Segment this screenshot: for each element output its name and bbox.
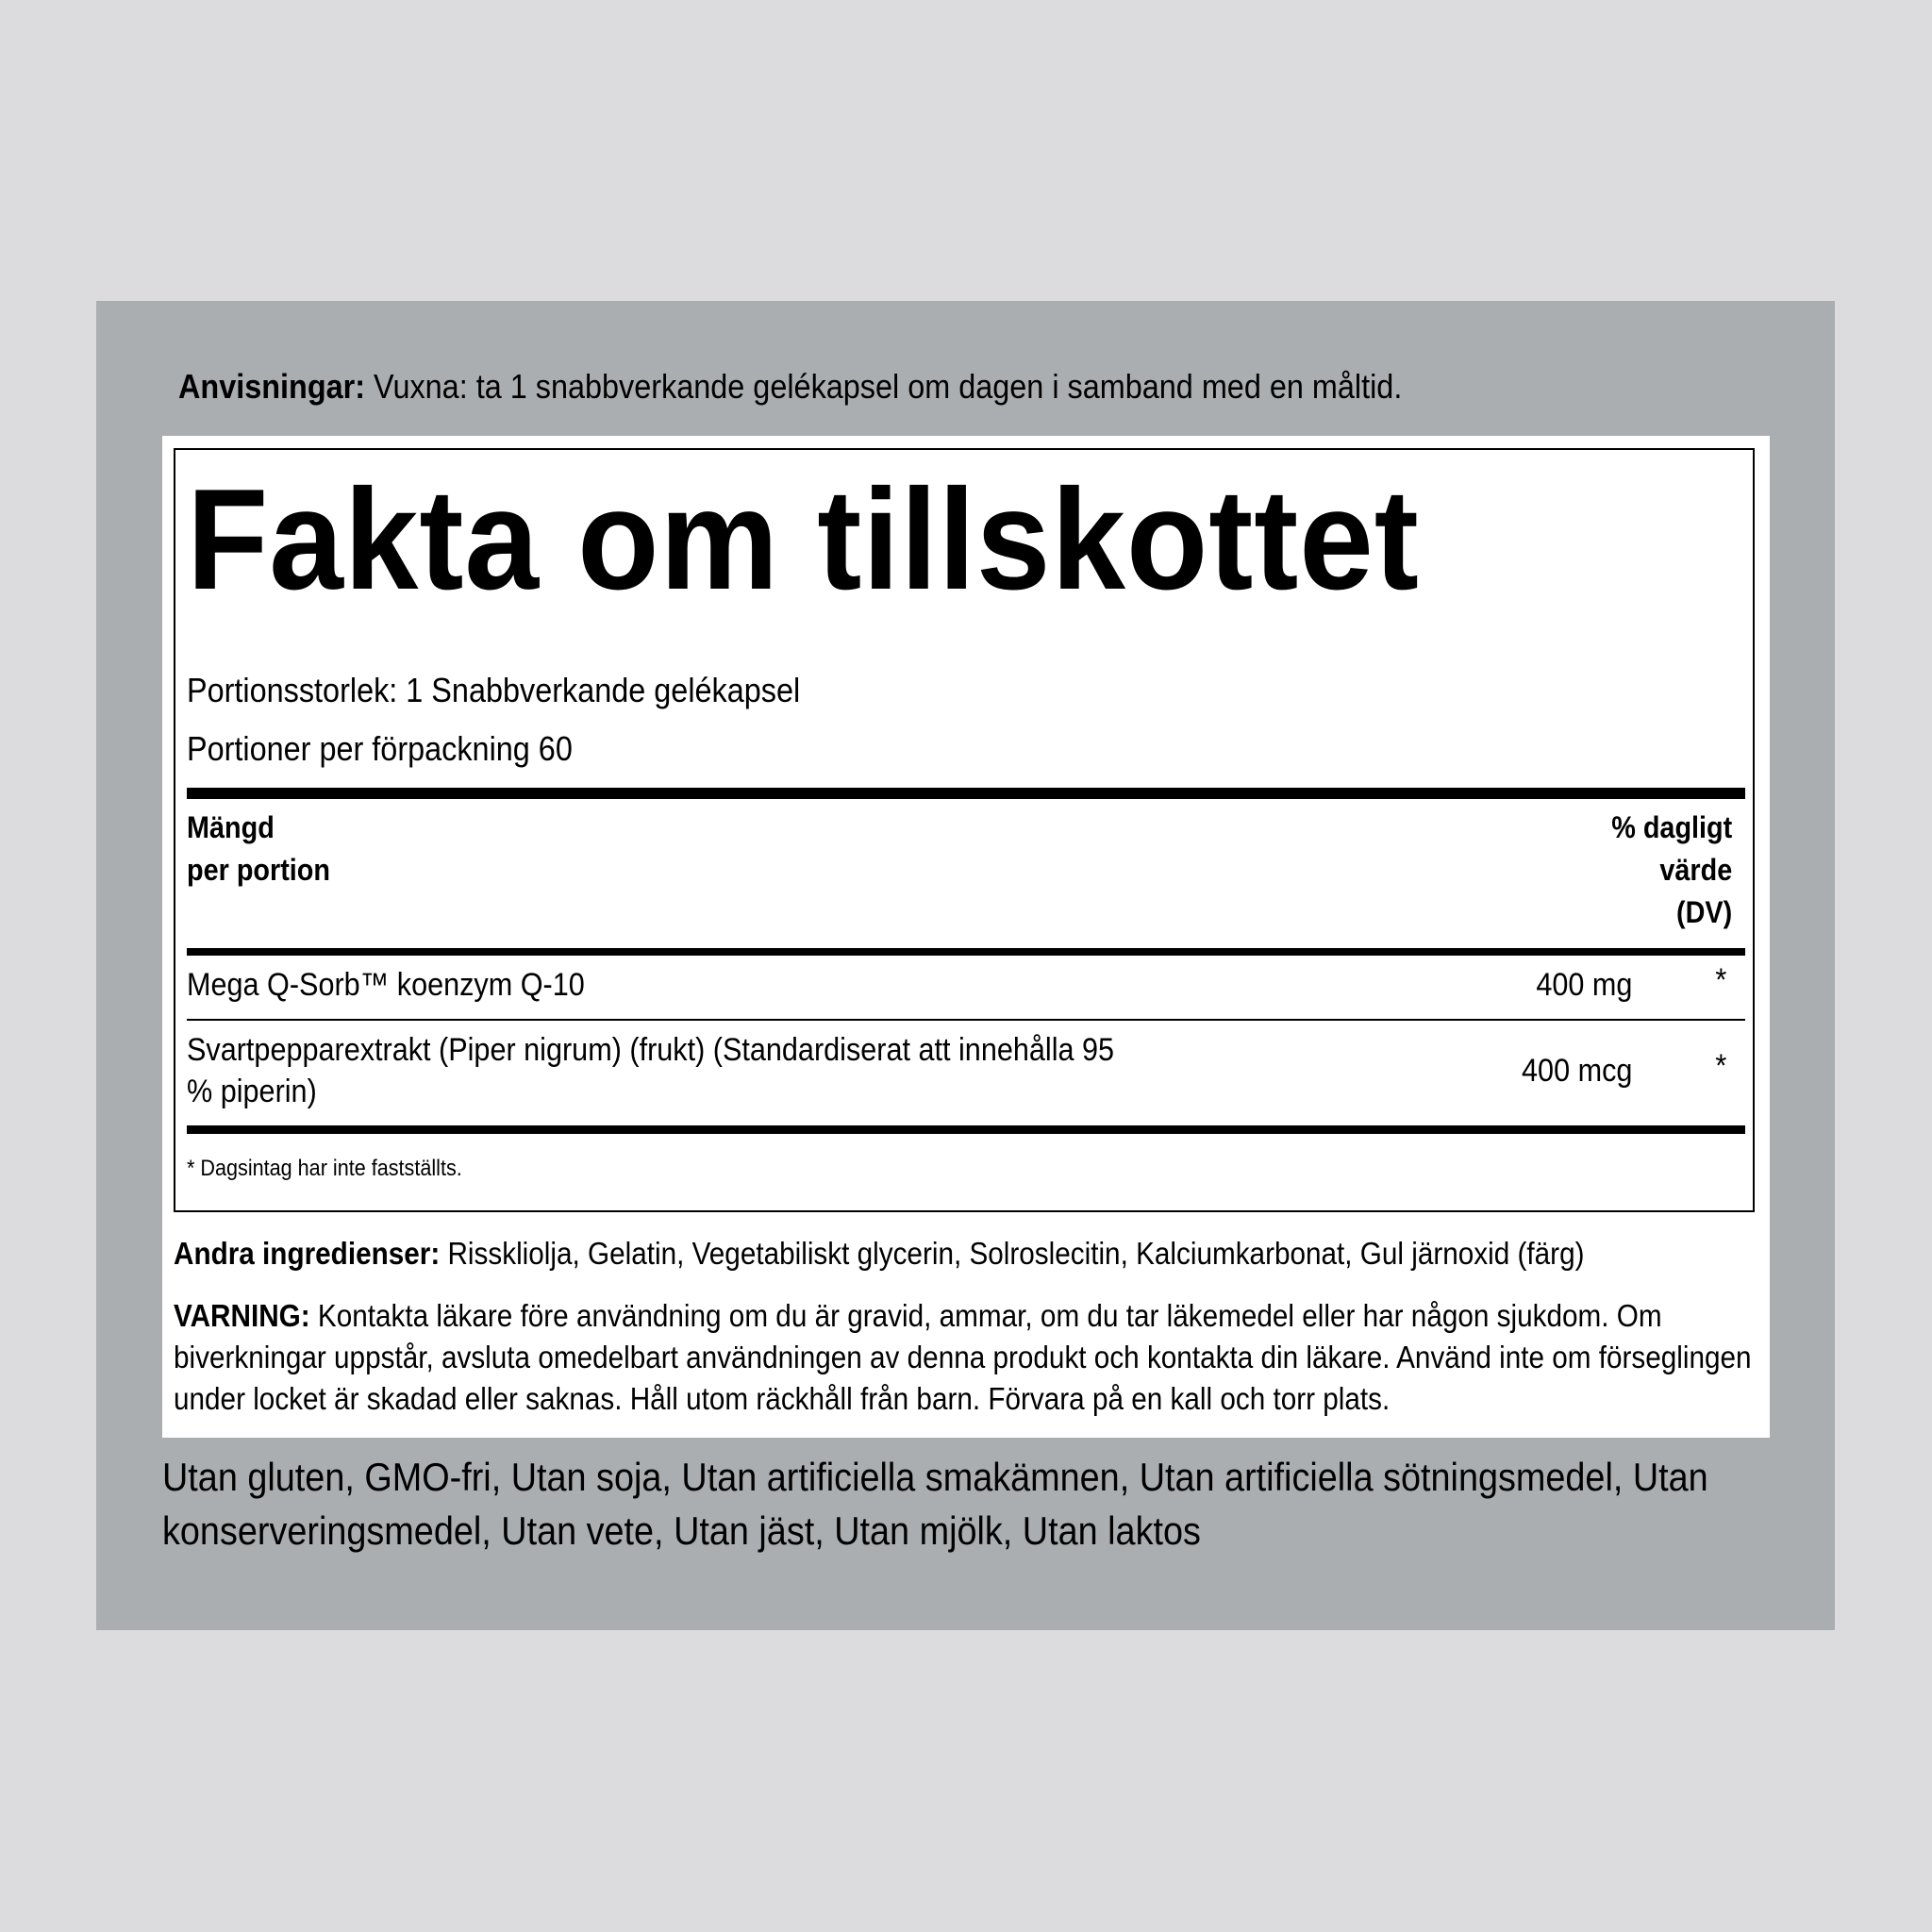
- ingredient-row-2-amount: 400 mcg: [1521, 1053, 1632, 1089]
- serving-size: Portionsstorlek: 1 Snabbverkande gelékapsel: [187, 671, 801, 709]
- directions-text: [178, 362, 1402, 411]
- facts-title: Fakta om tillskottet: [187, 459, 1420, 620]
- free-from-claims: Utan gluten, GMO-fri, Utan soja, Utan artificiella smakämnen, Utan artificiella sötningsmedel, Utan konserveringsmedel, Utan vete, Utan jäst, Utan mjölk, Utan laktos: [162, 1455, 1708, 1553]
- ingredient-row-2-dv: *: [1715, 1048, 1726, 1084]
- thin-divider: [187, 1019, 1745, 1021]
- amount-header-line2: per portion: [187, 853, 330, 887]
- warning-label: VARNING:: [174, 1298, 310, 1333]
- ingredient-row-1-amount: 400 mg: [1535, 967, 1632, 1003]
- daily-value-header: [1611, 807, 1732, 934]
- other-ingredients: [174, 1233, 1753, 1274]
- dv-header-line1: % dagligt: [1611, 810, 1732, 844]
- ingredient-row-1-name: Mega Q-Sorb™ koenzym Q-10: [187, 967, 585, 1003]
- directions-body: Vuxna: ta 1 snabbverkande gelékapsel om dagen i samband med en måltid.: [365, 367, 1403, 406]
- thick-divider: [187, 788, 1745, 799]
- supplement-facts-box: [174, 448, 1755, 1212]
- facts-card: [162, 436, 1770, 1438]
- amount-header: [187, 807, 330, 891]
- dv-header-line2: värde: [1659, 853, 1732, 887]
- bottom-divider: [187, 1125, 1745, 1134]
- ingredient-row-2-name: Svartpepparextrakt (Piper nigrum) (frukt) (Standardiserat att innehålla 95 % piperin): [187, 1032, 1115, 1109]
- other-ingredients-text: Risskliolja, Gelatin, Vegetabiliskt glycerin, Solroslecitin, Kalciumkarbonat, Gul järnoxid (färg): [440, 1236, 1585, 1271]
- servings-per-container: Portioner per förpackning 60: [187, 729, 573, 768]
- warning-text: [174, 1295, 1753, 1420]
- directions-label: Anvisningar:: [178, 367, 366, 406]
- medium-divider: [187, 948, 1745, 956]
- other-ingredients-label: Andra ingredienser:: [174, 1236, 441, 1271]
- daily-value-footnote: * Dagsintag har inte fastställts.: [187, 1156, 462, 1181]
- amount-header-line1: Mängd: [187, 810, 275, 844]
- warning-body: Kontakta läkare före användning om du är gravid, ammar, om du tar läkemedel eller har någon sjukdom. Om biverkningar uppstår, avsluta omedelbart användningen av denna produkt och kontakta din läkare. Använd inte om förseglingen under locket är skadad eller saknas. Håll utom räckhåll från barn. Förvara på en kall och torr plats.: [174, 1298, 1752, 1416]
- ingredient-row-1-dv: *: [1715, 962, 1726, 998]
- dv-header-line3: (DV): [1675, 895, 1732, 929]
